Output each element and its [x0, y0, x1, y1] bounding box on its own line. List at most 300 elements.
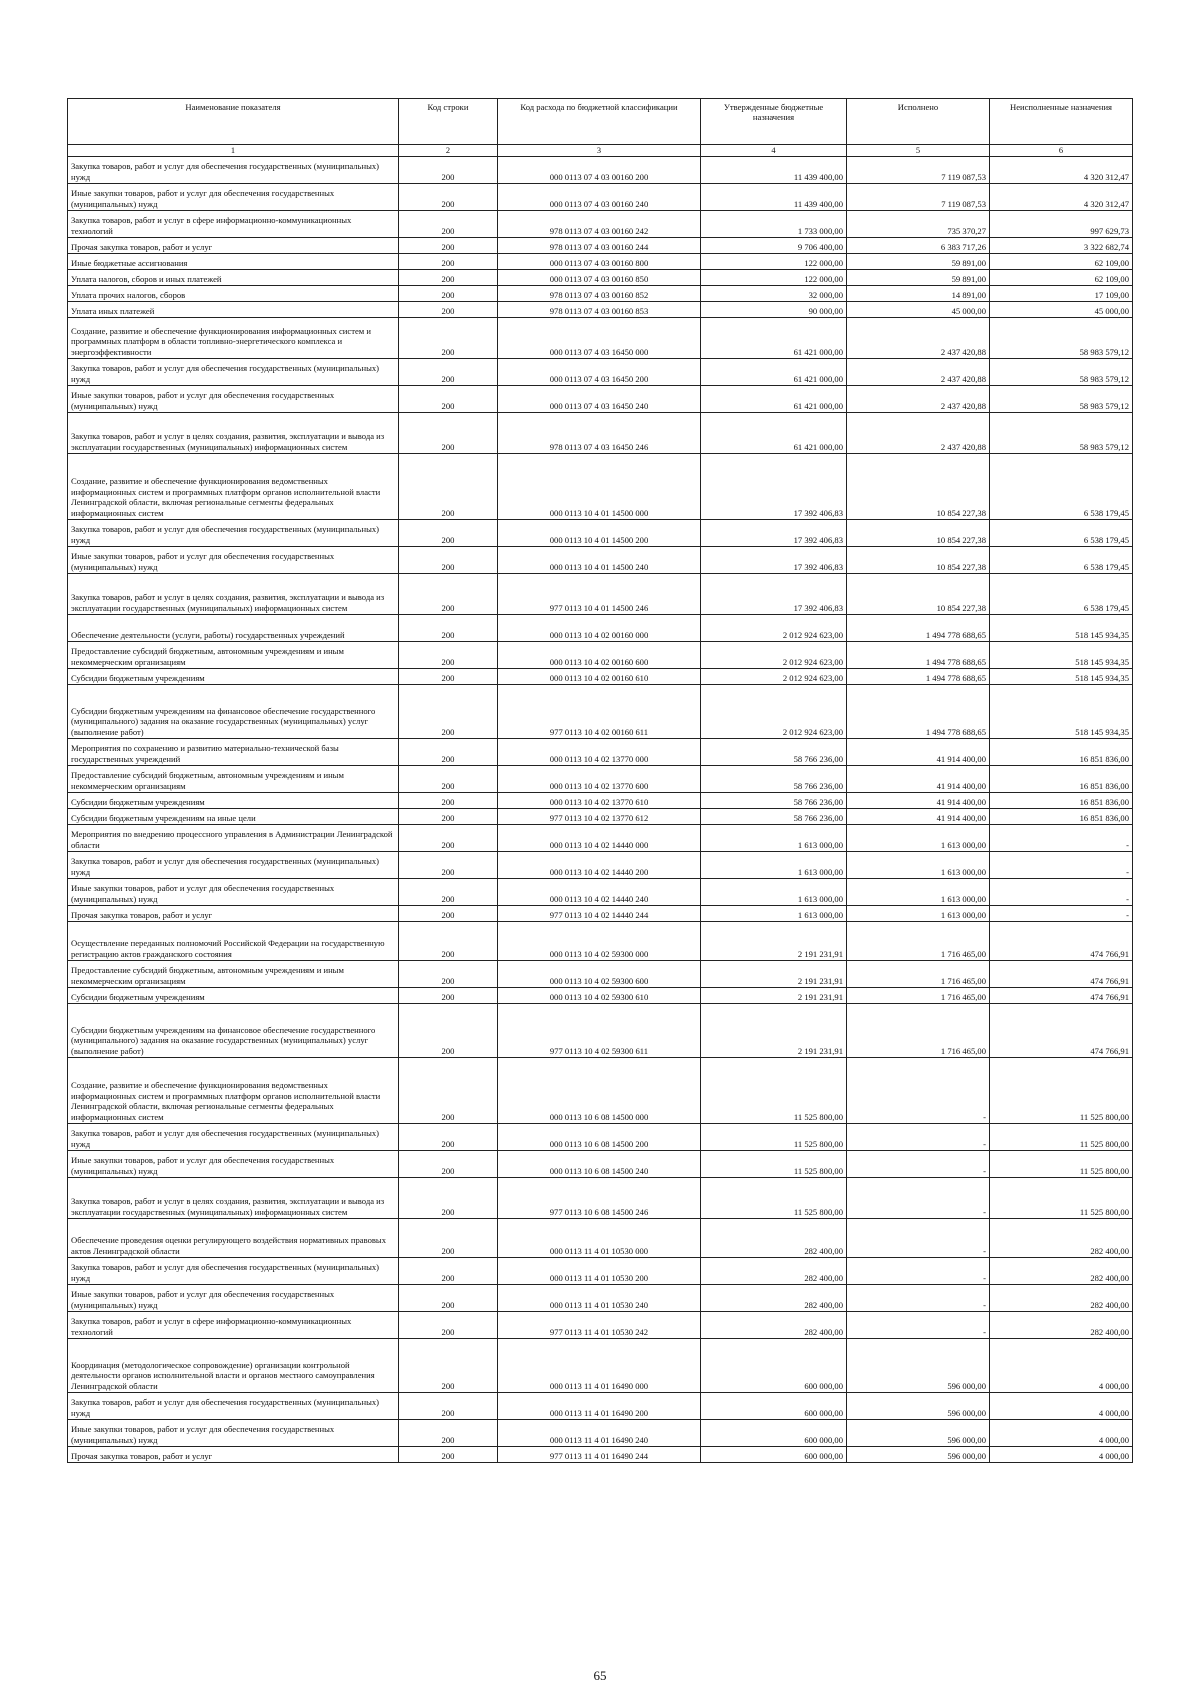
table-row	[68, 318, 1133, 359]
table-cell-line-code: 200	[399, 825, 498, 852]
table-cell-remaining: 518 145 934,35	[990, 615, 1133, 642]
table-cell-budget-code: 978 0113 07 4 03 16450 246	[498, 413, 701, 454]
table-cell-name: Прочая закупка товаров, работ и услуг	[68, 1447, 399, 1463]
table-cell-approved: 61 421 000,00	[701, 359, 847, 386]
page-number: 65	[593, 1668, 607, 1683]
table-cell-approved: 2 191 231,91	[701, 1004, 847, 1058]
table-cell-budget-code: 000 0113 10 4 02 13770 600	[498, 766, 701, 793]
table-cell-line-code: 200	[399, 852, 498, 879]
table-cell-line-code: 200	[399, 669, 498, 685]
table-cell-approved: 61 421 000,00	[701, 318, 847, 359]
table-cell-executed: -	[847, 1219, 990, 1258]
table-cell-remaining: 16 851 836,00	[990, 739, 1133, 766]
table-cell-line-code: 200	[399, 238, 498, 254]
table-cell-remaining: 6 538 179,45	[990, 574, 1133, 615]
table-cell-approved: 2 012 924 623,00	[701, 615, 847, 642]
table-cell-line-code: 200	[399, 157, 498, 184]
table-cell-executed: -	[847, 1312, 990, 1339]
table-cell-budget-code: 977 0113 10 4 02 14440 244	[498, 906, 701, 922]
table-cell-name: Создание, развитие и обеспечение функционирования ведомственных информационных систем и программных платформ органов исполнительной власти Ленинградской области, включая региональные сегменты федеральных информационных систем	[68, 454, 399, 520]
header-approved: Утвержденные бюджетные назначения	[701, 99, 847, 145]
table-cell-executed: 596 000,00	[847, 1420, 990, 1447]
table-cell-budget-code: 000 0113 10 4 02 59300 600	[498, 961, 701, 988]
table-cell-approved: 58 766 236,00	[701, 739, 847, 766]
table-cell-name: Субсидии бюджетным учреждениям	[68, 669, 399, 685]
table-cell-approved: 282 400,00	[701, 1258, 847, 1285]
table-row	[68, 413, 1133, 454]
table-cell-line-code: 200	[399, 286, 498, 302]
table-cell-name: Предоставление субсидий бюджетным, автономным учреждениям и иным некоммерческим организациям	[68, 642, 399, 669]
table-cell-budget-code: 977 0113 10 6 08 14500 246	[498, 1178, 701, 1219]
table-cell-line-code: 200	[399, 906, 498, 922]
table-cell-remaining: 45 000,00	[990, 302, 1133, 318]
table-row	[68, 1178, 1133, 1219]
table-cell-name: Субсидии бюджетным учреждениям	[68, 988, 399, 1004]
table-cell-line-code: 200	[399, 642, 498, 669]
table-cell-line-code: 200	[399, 1151, 498, 1178]
table-cell-budget-code: 977 0113 11 4 01 16490 244	[498, 1447, 701, 1463]
table-cell-approved: 9 706 400,00	[701, 238, 847, 254]
table-cell-budget-code: 000 0113 11 4 01 10530 000	[498, 1219, 701, 1258]
table-cell-name: Закупка товаров, работ и услуг для обеспечения государственных (муниципальных) нужд	[68, 1124, 399, 1151]
header-remaining: Неисполненные назначения	[990, 99, 1133, 145]
table-cell-name: Закупка товаров, работ и услуг для обеспечения государственных (муниципальных) нужд	[68, 1258, 399, 1285]
table-cell-budget-code: 978 0113 07 4 03 00160 242	[498, 211, 701, 238]
table-cell-line-code: 200	[399, 1124, 498, 1151]
table-cell-executed: -	[847, 1285, 990, 1312]
table-cell-name: Создание, развитие и обеспечение функционирования информационных систем и программных платформ в области топливно-энергетического комплекса и энергоэффективности	[68, 318, 399, 359]
table-cell-line-code: 200	[399, 302, 498, 318]
table-cell-approved: 11 439 400,00	[701, 184, 847, 211]
table-cell-remaining: 17 109,00	[990, 286, 1133, 302]
table-cell-executed: 45 000,00	[847, 302, 990, 318]
table-cell-remaining: 518 145 934,35	[990, 642, 1133, 669]
table-cell-budget-code: 000 0113 10 4 02 00160 610	[498, 669, 701, 685]
column-number: 2	[399, 145, 498, 157]
table-cell-approved: 1 613 000,00	[701, 879, 847, 906]
table-cell-executed: 10 854 227,38	[847, 547, 990, 574]
table-cell-budget-code: 000 0113 10 4 01 14500 200	[498, 520, 701, 547]
table-cell-remaining: 518 145 934,35	[990, 685, 1133, 739]
table-cell-name: Прочая закупка товаров, работ и услуг	[68, 906, 399, 922]
table-cell-line-code: 200	[399, 793, 498, 809]
table-row	[68, 961, 1133, 988]
table-cell-budget-code: 000 0113 10 4 02 59300 000	[498, 922, 701, 961]
table-cell-line-code: 200	[399, 1219, 498, 1258]
table-cell-budget-code: 000 0113 10 4 02 13770 000	[498, 739, 701, 766]
table-cell-budget-code: 000 0113 07 4 03 00160 850	[498, 270, 701, 286]
table-cell-budget-code: 000 0113 10 4 01 14500 000	[498, 454, 701, 520]
table-cell-line-code: 200	[399, 1258, 498, 1285]
column-number: 3	[498, 145, 701, 157]
table-cell-name: Закупка товаров, работ и услуг в целях создания, развития, эксплуатации и вывода из эксплуатации государственных (муниципальных) информационных систем	[68, 413, 399, 454]
table-cell-budget-code: 000 0113 11 4 01 16490 000	[498, 1339, 701, 1393]
table-cell-remaining: -	[990, 825, 1133, 852]
table-cell-executed: 10 854 227,38	[847, 574, 990, 615]
table-cell-remaining: 4 000,00	[990, 1420, 1133, 1447]
table-cell-executed: 1 494 778 688,65	[847, 615, 990, 642]
table-row	[68, 922, 1133, 961]
table-cell-name: Субсидии бюджетным учреждениям	[68, 793, 399, 809]
column-number: 6	[990, 145, 1133, 157]
table-row	[68, 1151, 1133, 1178]
table-cell-approved: 11 439 400,00	[701, 157, 847, 184]
table-cell-remaining: 11 525 800,00	[990, 1178, 1133, 1219]
table-cell-approved: 61 421 000,00	[701, 386, 847, 413]
table-cell-remaining: 16 851 836,00	[990, 809, 1133, 825]
table-cell-executed: 1 613 000,00	[847, 852, 990, 879]
table-cell-remaining: 997 629,73	[990, 211, 1133, 238]
header-executed: Исполнено	[847, 99, 990, 145]
budget-table-sheet	[67, 98, 1132, 1463]
table-cell-line-code: 200	[399, 1004, 498, 1058]
table-row	[68, 739, 1133, 766]
table-row	[68, 386, 1133, 413]
table-cell-name: Уплата иных платежей	[68, 302, 399, 318]
table-cell-name: Предоставление субсидий бюджетным, автономным учреждениям и иным некоммерческим организациям	[68, 961, 399, 988]
table-cell-executed: 596 000,00	[847, 1447, 990, 1463]
table-cell-executed: 735 370,27	[847, 211, 990, 238]
table-cell-line-code: 200	[399, 1393, 498, 1420]
column-number: 5	[847, 145, 990, 157]
table-cell-executed: 41 914 400,00	[847, 809, 990, 825]
table-cell-remaining: 474 766,91	[990, 961, 1133, 988]
table-cell-line-code: 200	[399, 1312, 498, 1339]
table-cell-approved: 600 000,00	[701, 1447, 847, 1463]
table-cell-approved: 11 525 800,00	[701, 1151, 847, 1178]
table-row	[68, 270, 1133, 286]
table-cell-remaining: 6 538 179,45	[990, 454, 1133, 520]
table-row	[68, 685, 1133, 739]
table-cell-approved: 600 000,00	[701, 1393, 847, 1420]
table-cell-line-code: 200	[399, 254, 498, 270]
table-cell-executed: -	[847, 1058, 990, 1124]
table-cell-approved: 11 525 800,00	[701, 1178, 847, 1219]
table-cell-approved: 2 191 231,91	[701, 922, 847, 961]
table-cell-executed: 7 119 087,53	[847, 184, 990, 211]
table-cell-line-code: 200	[399, 961, 498, 988]
table-cell-line-code: 200	[399, 318, 498, 359]
table-row	[68, 157, 1133, 184]
table-cell-budget-code: 977 0113 11 4 01 10530 242	[498, 1312, 701, 1339]
table-row	[68, 1393, 1133, 1420]
table-cell-remaining: 58 983 579,12	[990, 318, 1133, 359]
table-cell-approved: 58 766 236,00	[701, 793, 847, 809]
table-cell-name: Иные закупки товаров, работ и услуг для обеспечения государственных (муниципальных) нужд	[68, 879, 399, 906]
table-cell-remaining: 16 851 836,00	[990, 793, 1133, 809]
table-row	[68, 1447, 1133, 1463]
table-cell-approved: 17 392 406,83	[701, 520, 847, 547]
table-cell-budget-code: 000 0113 11 4 01 16490 200	[498, 1393, 701, 1420]
table-cell-line-code: 200	[399, 520, 498, 547]
table-cell-name: Закупка товаров, работ и услуг для обеспечения государственных (муниципальных) нужд	[68, 359, 399, 386]
table-cell-remaining: 11 525 800,00	[990, 1124, 1133, 1151]
table-row	[68, 254, 1133, 270]
table-row	[68, 1339, 1133, 1393]
table-cell-remaining: 4 000,00	[990, 1447, 1133, 1463]
table-cell-name: Осуществление переданных полномочий Российской Федерации на государственную регистрацию актов гражданского состояния	[68, 922, 399, 961]
column-number-row	[68, 145, 1133, 157]
table-cell-executed: 59 891,00	[847, 254, 990, 270]
table-cell-remaining: 58 983 579,12	[990, 359, 1133, 386]
table-cell-executed: 1 716 465,00	[847, 988, 990, 1004]
table-cell-approved: 11 525 800,00	[701, 1058, 847, 1124]
header-name: Наименование показателя	[68, 99, 399, 145]
table-row	[68, 1285, 1133, 1312]
table-cell-executed: 14 891,00	[847, 286, 990, 302]
table-cell-executed: 1 494 778 688,65	[847, 669, 990, 685]
table-cell-executed: -	[847, 1151, 990, 1178]
table-cell-remaining: 6 538 179,45	[990, 547, 1133, 574]
table-cell-name: Мероприятия по сохранению и развитию материально-технической базы государственных учреждений	[68, 739, 399, 766]
table-cell-approved: 282 400,00	[701, 1312, 847, 1339]
table-row	[68, 825, 1133, 852]
table-cell-budget-code: 000 0113 11 4 01 10530 240	[498, 1285, 701, 1312]
table-cell-executed: 596 000,00	[847, 1339, 990, 1393]
table-cell-executed: 1 494 778 688,65	[847, 642, 990, 669]
table-cell-budget-code: 000 0113 10 6 08 14500 000	[498, 1058, 701, 1124]
table-cell-line-code: 200	[399, 454, 498, 520]
table-cell-remaining: -	[990, 852, 1133, 879]
table-cell-remaining: 4 320 312,47	[990, 184, 1133, 211]
table-cell-approved: 2 012 924 623,00	[701, 642, 847, 669]
table-cell-name: Закупка товаров, работ и услуг для обеспечения государственных (муниципальных) нужд	[68, 852, 399, 879]
table-row	[68, 1124, 1133, 1151]
table-cell-executed: 1 613 000,00	[847, 879, 990, 906]
table-cell-budget-code: 000 0113 10 4 02 13770 610	[498, 793, 701, 809]
table-row	[68, 988, 1133, 1004]
table-cell-executed: 7 119 087,53	[847, 157, 990, 184]
table-cell-remaining: 4 000,00	[990, 1339, 1133, 1393]
column-number: 4	[701, 145, 847, 157]
table-cell-approved: 1 733 000,00	[701, 211, 847, 238]
table-row	[68, 809, 1133, 825]
table-row	[68, 1058, 1133, 1124]
table-cell-name: Субсидии бюджетным учреждениям на финансовое обеспечение государственного (муниципального) задания на оказание государственных (муниципальных) услуг (выполнение работ)	[68, 1004, 399, 1058]
table-cell-remaining: 4 320 312,47	[990, 157, 1133, 184]
table-row	[68, 574, 1133, 615]
table-row	[68, 1420, 1133, 1447]
table-cell-name: Субсидии бюджетным учреждениям на финансовое обеспечение государственного (муниципального) задания на оказание государственных (муниципальных) услуг (выполнение работ)	[68, 685, 399, 739]
table-cell-budget-code: 000 0113 10 6 08 14500 240	[498, 1151, 701, 1178]
table-cell-approved: 2 191 231,91	[701, 961, 847, 988]
table-cell-name: Иные закупки товаров, работ и услуг для обеспечения государственных (муниципальных) нужд	[68, 184, 399, 211]
table-cell-approved: 2 012 924 623,00	[701, 669, 847, 685]
table-cell-approved: 58 766 236,00	[701, 766, 847, 793]
table-row	[68, 1258, 1133, 1285]
table-cell-name: Уплата налогов, сборов и иных платежей	[68, 270, 399, 286]
table-row	[68, 642, 1133, 669]
column-number: 1	[68, 145, 399, 157]
table-row	[68, 302, 1133, 318]
table-cell-approved: 1 613 000,00	[701, 906, 847, 922]
table-cell-approved: 600 000,00	[701, 1420, 847, 1447]
table-cell-line-code: 200	[399, 184, 498, 211]
table-cell-budget-code: 000 0113 10 4 02 14440 000	[498, 825, 701, 852]
table-cell-line-code: 200	[399, 739, 498, 766]
table-cell-name: Иные бюджетные ассигнования	[68, 254, 399, 270]
table-cell-approved: 2 191 231,91	[701, 988, 847, 1004]
table-cell-remaining: 58 983 579,12	[990, 386, 1133, 413]
table-cell-approved: 122 000,00	[701, 270, 847, 286]
table-row	[68, 547, 1133, 574]
table-cell-name: Закупка товаров, работ и услуг в сфере информационно-коммуникационных технологий	[68, 211, 399, 238]
table-row	[68, 211, 1133, 238]
table-cell-name: Уплата прочих налогов, сборов	[68, 286, 399, 302]
table-cell-remaining: 474 766,91	[990, 1004, 1133, 1058]
table-row	[68, 669, 1133, 685]
table-cell-approved: 1 613 000,00	[701, 825, 847, 852]
table-cell-approved: 282 400,00	[701, 1219, 847, 1258]
table-cell-approved: 600 000,00	[701, 1339, 847, 1393]
table-cell-budget-code: 000 0113 10 4 02 00160 000	[498, 615, 701, 642]
table-cell-remaining: 11 525 800,00	[990, 1058, 1133, 1124]
table-cell-budget-code: 000 0113 07 4 03 00160 240	[498, 184, 701, 211]
table-cell-line-code: 200	[399, 1058, 498, 1124]
table-cell-approved: 58 766 236,00	[701, 809, 847, 825]
table-cell-executed: 1 494 778 688,65	[847, 685, 990, 739]
table-cell-executed: 2 437 420,88	[847, 318, 990, 359]
header-line-code: Код строки	[399, 99, 498, 145]
table-cell-budget-code: 000 0113 07 4 03 00160 800	[498, 254, 701, 270]
table-cell-approved: 32 000,00	[701, 286, 847, 302]
header-budget-code: Код расхода по бюджетной классификации	[498, 99, 701, 145]
table-cell-executed: 1 716 465,00	[847, 1004, 990, 1058]
table-cell-remaining: 282 400,00	[990, 1312, 1133, 1339]
table-cell-budget-code: 977 0113 10 4 02 00160 611	[498, 685, 701, 739]
table-cell-approved: 17 392 406,83	[701, 574, 847, 615]
table-cell-budget-code: 000 0113 10 4 02 00160 600	[498, 642, 701, 669]
table-body	[68, 157, 1133, 1463]
table-cell-approved: 2 012 924 623,00	[701, 685, 847, 739]
table-cell-executed: -	[847, 1178, 990, 1219]
table-cell-remaining: 16 851 836,00	[990, 766, 1133, 793]
table-row	[68, 359, 1133, 386]
table-cell-line-code: 200	[399, 988, 498, 1004]
table-cell-executed: -	[847, 1124, 990, 1151]
table-cell-approved: 11 525 800,00	[701, 1124, 847, 1151]
table-cell-approved: 90 000,00	[701, 302, 847, 318]
table-cell-name: Закупка товаров, работ и услуг для обеспечения государственных (муниципальных) нужд	[68, 1393, 399, 1420]
table-row	[68, 1219, 1133, 1258]
table-row	[68, 906, 1133, 922]
table-cell-executed: -	[847, 1258, 990, 1285]
table-cell-executed: 59 891,00	[847, 270, 990, 286]
table-cell-remaining: 62 109,00	[990, 254, 1133, 270]
table-row	[68, 286, 1133, 302]
table-cell-remaining: 3 322 682,74	[990, 238, 1133, 254]
table-cell-executed: 1 716 465,00	[847, 961, 990, 988]
table-cell-name: Закупка товаров, работ и услуг в сфере информационно-коммуникационных технологий	[68, 1312, 399, 1339]
table-cell-line-code: 200	[399, 386, 498, 413]
table-cell-budget-code: 977 0113 10 4 02 13770 612	[498, 809, 701, 825]
table-cell-line-code: 200	[399, 685, 498, 739]
table-cell-line-code: 200	[399, 547, 498, 574]
table-cell-remaining: 282 400,00	[990, 1219, 1133, 1258]
table-cell-remaining: 518 145 934,35	[990, 669, 1133, 685]
table-cell-executed: 2 437 420,88	[847, 386, 990, 413]
table-cell-name: Иные закупки товаров, работ и услуг для обеспечения государственных (муниципальных) нужд	[68, 1285, 399, 1312]
table-cell-line-code: 200	[399, 1420, 498, 1447]
table-cell-name: Создание, развитие и обеспечение функционирования ведомственных информационных систем и программных платформ органов исполнительной власти Ленинградской области, включая региональные сегменты федеральных информационных систем	[68, 1058, 399, 1124]
table-cell-name: Закупка товаров, работ и услуг в целях создания, развития, эксплуатации и вывода из эксплуатации государственных (муниципальных) информационных систем	[68, 574, 399, 615]
table-row	[68, 793, 1133, 809]
table-cell-line-code: 200	[399, 413, 498, 454]
budget-execution-table	[67, 98, 1133, 1463]
table-cell-line-code: 200	[399, 879, 498, 906]
table-cell-name: Субсидии бюджетным учреждениям на иные цели	[68, 809, 399, 825]
table-cell-budget-code: 000 0113 11 4 01 16490 240	[498, 1420, 701, 1447]
table-cell-approved: 17 392 406,83	[701, 547, 847, 574]
table-row	[68, 184, 1133, 211]
table-cell-name: Иные закупки товаров, работ и услуг для обеспечения государственных (муниципальных) нужд	[68, 1420, 399, 1447]
table-cell-remaining: 282 400,00	[990, 1285, 1133, 1312]
table-cell-budget-code: 000 0113 10 4 02 14440 200	[498, 852, 701, 879]
header-row	[68, 99, 1133, 145]
table-cell-approved: 282 400,00	[701, 1285, 847, 1312]
table-cell-budget-code: 978 0113 07 4 03 00160 244	[498, 238, 701, 254]
table-row	[68, 238, 1133, 254]
table-cell-remaining: 58 983 579,12	[990, 413, 1133, 454]
table-cell-budget-code: 000 0113 07 4 03 16450 240	[498, 386, 701, 413]
table-cell-remaining: -	[990, 906, 1133, 922]
table-cell-name: Мероприятия по внедрению процессного управления в Администрации Ленинградской области	[68, 825, 399, 852]
table-cell-budget-code: 977 0113 10 4 01 14500 246	[498, 574, 701, 615]
table-cell-executed: 41 914 400,00	[847, 739, 990, 766]
table-row	[68, 879, 1133, 906]
table-row	[68, 766, 1133, 793]
table-cell-remaining: -	[990, 879, 1133, 906]
table-cell-budget-code: 000 0113 11 4 01 10530 200	[498, 1258, 701, 1285]
table-cell-line-code: 200	[399, 574, 498, 615]
table-cell-remaining: 4 000,00	[990, 1393, 1133, 1420]
table-cell-line-code: 200	[399, 1178, 498, 1219]
table-cell-line-code: 200	[399, 809, 498, 825]
table-row	[68, 1004, 1133, 1058]
table-cell-executed: 1 613 000,00	[847, 825, 990, 852]
table-cell-name: Закупка товаров, работ и услуг для обеспечения государственных (муниципальных) нужд	[68, 520, 399, 547]
table-row	[68, 852, 1133, 879]
table-cell-line-code: 200	[399, 359, 498, 386]
table-cell-budget-code: 000 0113 10 4 02 59300 610	[498, 988, 701, 1004]
table-cell-executed: 10 854 227,38	[847, 454, 990, 520]
table-cell-budget-code: 000 0113 07 4 03 00160 200	[498, 157, 701, 184]
table-cell-budget-code: 978 0113 07 4 03 00160 852	[498, 286, 701, 302]
table-cell-name: Обеспечение проведения оценки регулирующего воздействия нормативных правовых актов Ленинградской области	[68, 1219, 399, 1258]
table-cell-name: Обеспечение деятельности (услуги, работы) государственных учреждений	[68, 615, 399, 642]
table-cell-executed: 1 716 465,00	[847, 922, 990, 961]
table-cell-executed: 1 613 000,00	[847, 906, 990, 922]
table-cell-executed: 10 854 227,38	[847, 520, 990, 547]
table-cell-executed: 6 383 717,26	[847, 238, 990, 254]
table-cell-remaining: 6 538 179,45	[990, 520, 1133, 547]
table-cell-remaining: 474 766,91	[990, 988, 1133, 1004]
table-cell-budget-code: 000 0113 10 4 01 14500 240	[498, 547, 701, 574]
table-cell-remaining: 11 525 800,00	[990, 1151, 1133, 1178]
table-cell-name: Закупка товаров, работ и услуг для обеспечения государственных (муниципальных) нужд	[68, 157, 399, 184]
table-cell-budget-code: 978 0113 07 4 03 00160 853	[498, 302, 701, 318]
table-row	[68, 615, 1133, 642]
table-cell-name: Закупка товаров, работ и услуг в целях создания, развития, эксплуатации и вывода из эксплуатации государственных (муниципальных) информационных систем	[68, 1178, 399, 1219]
table-cell-executed: 41 914 400,00	[847, 766, 990, 793]
table-cell-name: Прочая закупка товаров, работ и услуг	[68, 238, 399, 254]
table-cell-name: Иные закупки товаров, работ и услуг для обеспечения государственных (муниципальных) нужд	[68, 1151, 399, 1178]
table-cell-executed: 596 000,00	[847, 1393, 990, 1420]
table-row	[68, 454, 1133, 520]
table-cell-line-code: 200	[399, 211, 498, 238]
table-cell-executed: 2 437 420,88	[847, 413, 990, 454]
table-cell-budget-code: 000 0113 07 4 03 16450 200	[498, 359, 701, 386]
